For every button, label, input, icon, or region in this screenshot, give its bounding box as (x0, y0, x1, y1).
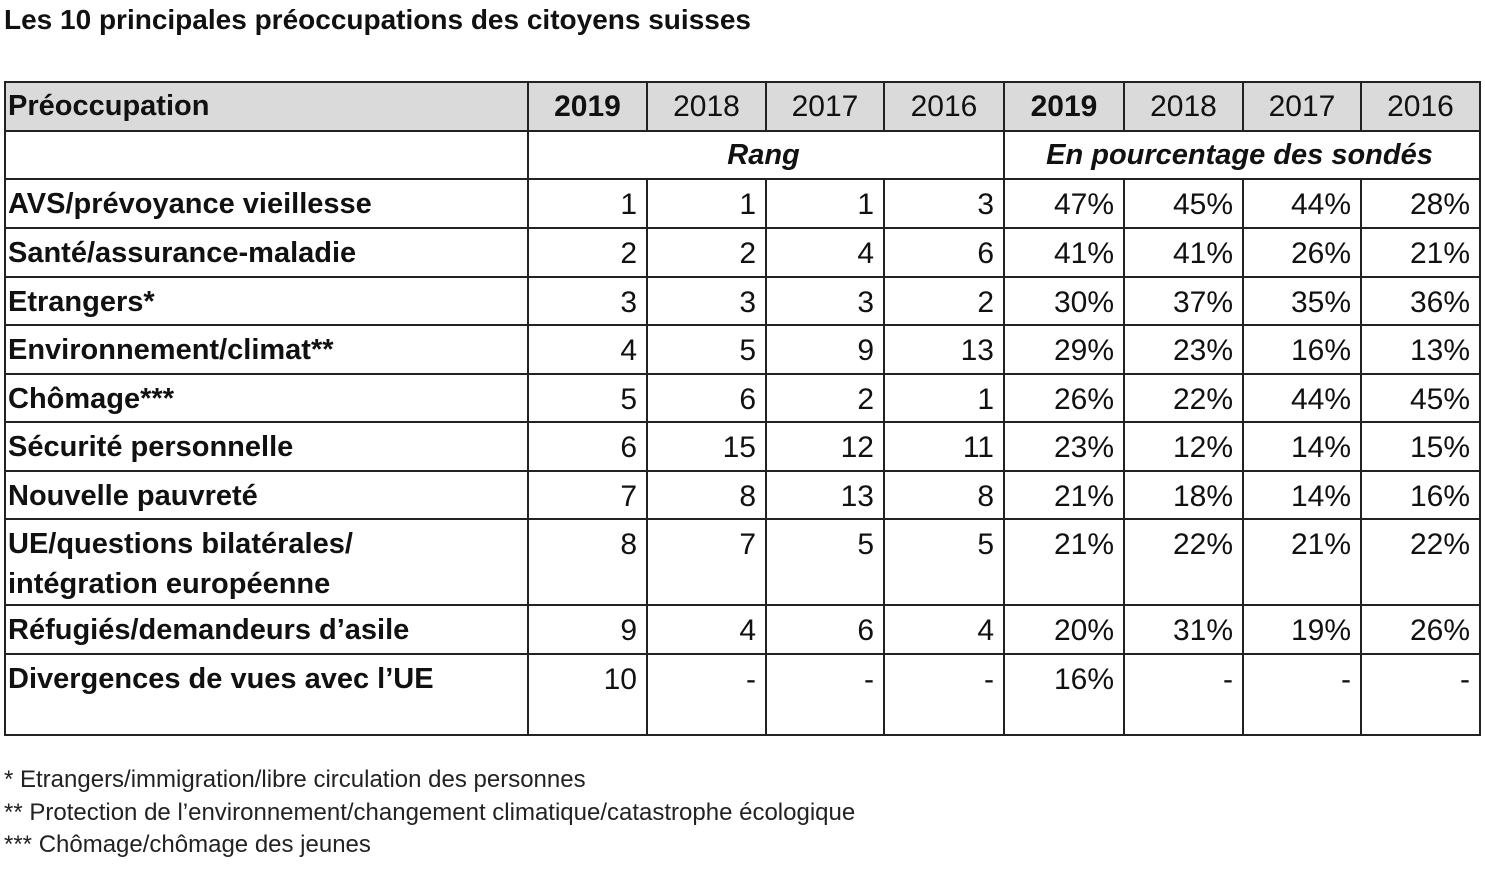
rank-cell-2019: 5 (528, 374, 647, 422)
percent-cell-2016: 15% (1361, 422, 1480, 471)
percent-cell-2018: 37% (1124, 277, 1243, 325)
percent-cell-2017: 44% (1243, 374, 1361, 422)
percent-cell-2018: 18% (1124, 471, 1243, 519)
rank-cell-2018: 7 (647, 519, 766, 605)
percent-cell-2016: 13% (1361, 325, 1480, 374)
rank-cell-2017: 13 (766, 471, 884, 519)
percent-cell-2018: 41% (1124, 228, 1243, 277)
column-header-pct-2017: 2017 (1243, 82, 1361, 131)
column-header-rank-2018: 2018 (647, 82, 766, 131)
row-label: Réfugiés/demandeurs d’asile (5, 605, 528, 654)
table-row (5, 519, 1480, 605)
percent-cell-2017: 16% (1243, 325, 1361, 374)
rank-cell-2019: 9 (528, 605, 647, 654)
group-header-percent: En pourcentage des sondés (1004, 131, 1480, 179)
rank-cell-2018: 15 (647, 422, 766, 471)
table-row (5, 374, 1480, 422)
group-header-empty (5, 131, 528, 179)
rank-cell-2016: 3 (884, 179, 1004, 228)
rank-cell-2017: 3 (766, 277, 884, 325)
percent-cell-2016: 36% (1361, 277, 1480, 325)
column-header-concern: Préoccupation (5, 82, 528, 131)
rank-cell-2016: 1 (884, 374, 1004, 422)
footnote-2: ** Protection de l’environnement/changement climatique/catastrophe écologique (4, 798, 856, 826)
percent-cell-2017: 14% (1243, 422, 1361, 471)
rank-cell-2017: 4 (766, 228, 884, 277)
rank-cell-2018: - (647, 654, 766, 735)
rank-cell-2016: 5 (884, 519, 1004, 605)
row-label: Santé/assurance-maladie (5, 228, 528, 277)
table-row (5, 654, 1480, 735)
rank-cell-2018: 5 (647, 325, 766, 374)
table-row (5, 471, 1480, 519)
rank-cell-2019: 2 (528, 228, 647, 277)
rank-cell-2017: - (766, 654, 884, 735)
table-row (5, 605, 1480, 654)
percent-cell-2018: 31% (1124, 605, 1243, 654)
percent-cell-2018: 22% (1124, 519, 1243, 605)
percent-cell-2016: 21% (1361, 228, 1480, 277)
percent-cell-2017: 26% (1243, 228, 1361, 277)
row-label: Nouvelle pauvreté (5, 471, 528, 519)
row-label: Sécurité personnelle (5, 422, 528, 471)
rank-cell-2018: 1 (647, 179, 766, 228)
page-title: Les 10 principales préoccupations des citoyens suisses (4, 4, 751, 35)
percent-cell-2018: 12% (1124, 422, 1243, 471)
percent-cell-2017: - (1243, 654, 1361, 735)
percent-cell-2017: 19% (1243, 605, 1361, 654)
rank-cell-2017: 5 (766, 519, 884, 605)
rank-cell-2017: 1 (766, 179, 884, 228)
rank-cell-2018: 8 (647, 471, 766, 519)
rank-cell-2016: - (884, 654, 1004, 735)
column-header-pct-2019: 2019 (1004, 82, 1124, 131)
table-row (5, 422, 1480, 471)
percent-cell-2019: 16% (1004, 654, 1124, 735)
table-row (5, 179, 1480, 228)
percent-cell-2019: 21% (1004, 519, 1124, 605)
row-label: Divergences de vues avec l’UE (5, 654, 528, 735)
percent-cell-2016: 45% (1361, 374, 1480, 422)
rank-cell-2019: 8 (528, 519, 647, 605)
percent-cell-2016: 22% (1361, 519, 1480, 605)
percent-cell-2019: 29% (1004, 325, 1124, 374)
rank-cell-2019: 6 (528, 422, 647, 471)
rank-cell-2017: 2 (766, 374, 884, 422)
footnote-3: *** Chômage/chômage des jeunes (4, 831, 371, 858)
group-header-rank: Rang (528, 131, 1004, 179)
column-header-rank-2019: 2019 (528, 82, 647, 131)
row-label: Environnement/climat** (5, 325, 528, 374)
table-group-row (5, 131, 1480, 179)
table-row (5, 228, 1480, 277)
rank-cell-2019: 7 (528, 471, 647, 519)
percent-cell-2019: 20% (1004, 605, 1124, 654)
footnotes (4, 764, 855, 862)
rank-cell-2018: 6 (647, 374, 766, 422)
rank-cell-2016: 2 (884, 277, 1004, 325)
table-row (5, 325, 1480, 374)
column-header-pct-2018: 2018 (1124, 82, 1243, 131)
concerns-table (4, 81, 1481, 736)
rank-cell-2016: 13 (884, 325, 1004, 374)
rank-cell-2018: 2 (647, 228, 766, 277)
percent-cell-2017: 35% (1243, 277, 1361, 325)
row-label: UE/questions bilatérales/ intégration européenne (5, 519, 528, 605)
percent-cell-2016: - (1361, 654, 1480, 735)
percent-cell-2019: 30% (1004, 277, 1124, 325)
column-header-pct-2016: 2016 (1361, 82, 1480, 131)
rank-cell-2016: 4 (884, 605, 1004, 654)
rank-cell-2017: 9 (766, 325, 884, 374)
rank-cell-2019: 4 (528, 325, 647, 374)
column-header-rank-2016: 2016 (884, 82, 1004, 131)
percent-cell-2017: 44% (1243, 179, 1361, 228)
rank-cell-2016: 11 (884, 422, 1004, 471)
percent-cell-2017: 14% (1243, 471, 1361, 519)
rank-cell-2019: 10 (528, 654, 647, 735)
rank-cell-2017: 6 (766, 605, 884, 654)
rank-cell-2017: 12 (766, 422, 884, 471)
row-label: Chômage*** (5, 374, 528, 422)
percent-cell-2016: 16% (1361, 471, 1480, 519)
percent-cell-2018: - (1124, 654, 1243, 735)
rank-cell-2018: 4 (647, 605, 766, 654)
column-header-rank-2017: 2017 (766, 82, 884, 131)
percent-cell-2017: 21% (1243, 519, 1361, 605)
percent-cell-2019: 23% (1004, 422, 1124, 471)
rank-cell-2018: 3 (647, 277, 766, 325)
percent-cell-2019: 21% (1004, 471, 1124, 519)
table-header-row (5, 82, 1480, 131)
row-label: Etrangers* (5, 277, 528, 325)
rank-cell-2019: 1 (528, 179, 647, 228)
footnote-1: * Etrangers/immigration/libre circulation des personnes (4, 766, 586, 793)
percent-cell-2016: 26% (1361, 605, 1480, 654)
percent-cell-2019: 41% (1004, 228, 1124, 277)
percent-cell-2019: 47% (1004, 179, 1124, 228)
percent-cell-2018: 22% (1124, 374, 1243, 422)
percent-cell-2016: 28% (1361, 179, 1480, 228)
percent-cell-2018: 45% (1124, 179, 1243, 228)
percent-cell-2018: 23% (1124, 325, 1243, 374)
percent-cell-2019: 26% (1004, 374, 1124, 422)
rank-cell-2016: 6 (884, 228, 1004, 277)
rank-cell-2019: 3 (528, 277, 647, 325)
row-label: AVS/prévoyance vieillesse (5, 179, 528, 228)
table-row (5, 277, 1480, 325)
rank-cell-2016: 8 (884, 471, 1004, 519)
